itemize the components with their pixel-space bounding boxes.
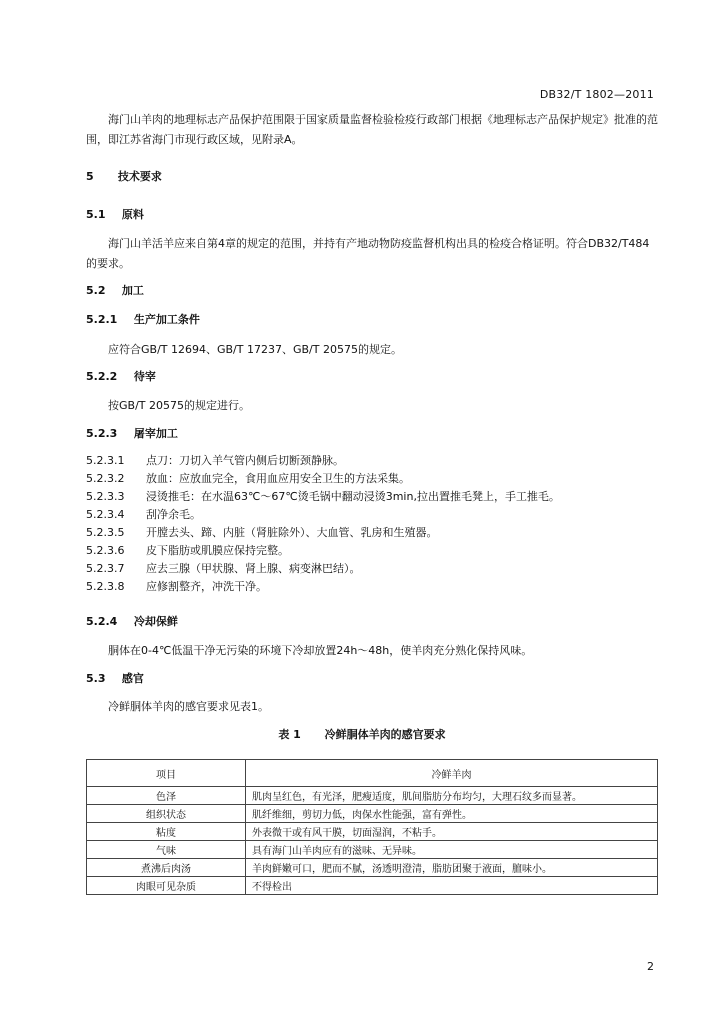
table-cell: 具有海门山羊肉应有的滋味、无异味。 [246,841,658,859]
table-row [87,805,658,823]
table-row [87,787,658,805]
section-5-2-2-body [86,396,658,416]
page-number: 2 [647,960,654,973]
section-number: 5.2.1 [86,313,118,326]
section-title: 原料 [121,208,144,221]
table-cell: 肌肉呈红色，有光泽，肥瘦适度，肌间脂肪分布均匀，大理石纹多而显著。 [246,787,658,805]
section-5-2-1 [86,310,658,330]
section-number: 5 [86,170,94,183]
section-5-1-body [86,234,658,274]
intro-paragraph: 海门山羊肉的地理标志产品保护范围限于国家质量监督检验检疫行政部门根据《地理标志产品保护规定》批准的范围，即江苏省海门市现行政区域，见附录A。 [86,113,658,146]
section-5-2 [86,281,658,301]
section-paragraph: 冷鲜胴体羊肉的感官要求见表1。 [108,700,269,713]
list-item: 5.2.3.6 皮下脂肪或肌膜应保持完整。 [86,544,289,557]
standard-code: DB32/T 1802—2011 [539,88,654,101]
table-cell: 气味 [87,841,246,859]
section-number: 5.3 [86,672,106,685]
table-cell: 煮沸后肉汤 [87,859,246,877]
list-item: 5.2.3.1 点刀：刀切入羊气管内侧后切断颈静脉。 [86,454,344,467]
section-5-3-body [86,697,658,717]
section-number: 5.2.3 [86,427,118,440]
table-cell: 不得检出 [246,877,658,895]
table-title: 冷鲜胴体羊肉的感官要求 [324,728,446,741]
table-cell: 羊肉鲜嫩可口，肥而不腻，汤透明澄清，脂肪团聚于液面，膻味小。 [246,859,658,877]
section-title: 生产加工条件 [133,313,200,326]
section-5 [86,167,658,187]
section-5-2-3 [86,424,658,444]
section-paragraph: 应符合GB/T 12694、GB/T 17237、GB/T 20575的规定。 [108,343,402,356]
list-item: 5.2.3.2 放血：应放血完全，食用血应用安全卫生的方法采集。 [86,472,410,485]
list-item: 5.2.3.8 应修割整齐，冲洗干净。 [86,580,267,593]
sensory-requirements-table [86,759,658,895]
section-number: 5.2.2 [86,370,118,383]
table-cell: 组织状态 [87,805,246,823]
section-5-2-2 [86,367,658,387]
section-number: 5.2.4 [86,615,118,628]
table-label: 表 1 [278,728,301,741]
section-number: 5.1 [86,208,106,221]
section-title: 加工 [121,284,144,297]
intro-section [86,110,658,150]
list-item: 5.2.3.5 开膛去头、蹄、内脏（肾脏除外）、大血管、乳房和生殖器。 [86,526,438,539]
slaughter-steps-list [86,452,658,596]
table-header-row [87,760,658,787]
section-paragraph: 胴体在0-4℃低温干净无污染的环境下冷却放置24h～48h，使羊肉充分熟化保持风味。 [108,644,533,657]
table-row [87,841,658,859]
list-item: 5.2.3.3 浸烫推毛：在水温63℃～67℃烫毛锅中翻动浸烫3min,拉出置推毛凳上，手工推毛。 [86,490,560,503]
table-cell: 外表微干或有风干膜，切面湿润，不粘手。 [246,823,658,841]
section-paragraph: 按GB/T 20575的规定进行。 [108,399,250,412]
section-5-2-4-body [86,641,658,661]
table-row [87,877,658,895]
section-title: 技术要求 [117,170,162,183]
section-5-2-4 [86,612,658,632]
section-title: 待宰 [133,370,156,383]
table-cell: 色泽 [87,787,246,805]
section-paragraph: 海门山羊活羊应来自第4章的规定的范围，并持有产地动物防疫监督机构出具的检疫合格证明。符合DB32/T484 的要求。 [86,237,650,270]
section-5-3 [86,669,658,689]
table-cell: 肉眼可见杂质 [87,877,246,895]
column-header: 冷鲜羊肉 [246,760,658,787]
list-item: 5.2.3.7 应去三腺（甲状腺、肾上腺、病变淋巴结）。 [86,562,361,575]
list-item: 5.2.3.4 刮净余毛。 [86,508,201,521]
section-5-1 [86,205,658,225]
table-cell: 肌纤维细，剪切力低，肉保水性能强，富有弹性。 [246,805,658,823]
section-title: 屠宰加工 [133,427,178,440]
table-row [87,859,658,877]
section-title: 冷却保鲜 [133,615,178,628]
section-number: 5.2 [86,284,106,297]
table-row [87,823,658,841]
section-title: 感官 [121,672,144,685]
section-5-2-1-body [86,340,658,360]
column-header: 项目 [87,760,246,787]
table-caption [0,726,724,742]
table-cell: 粘度 [87,823,246,841]
